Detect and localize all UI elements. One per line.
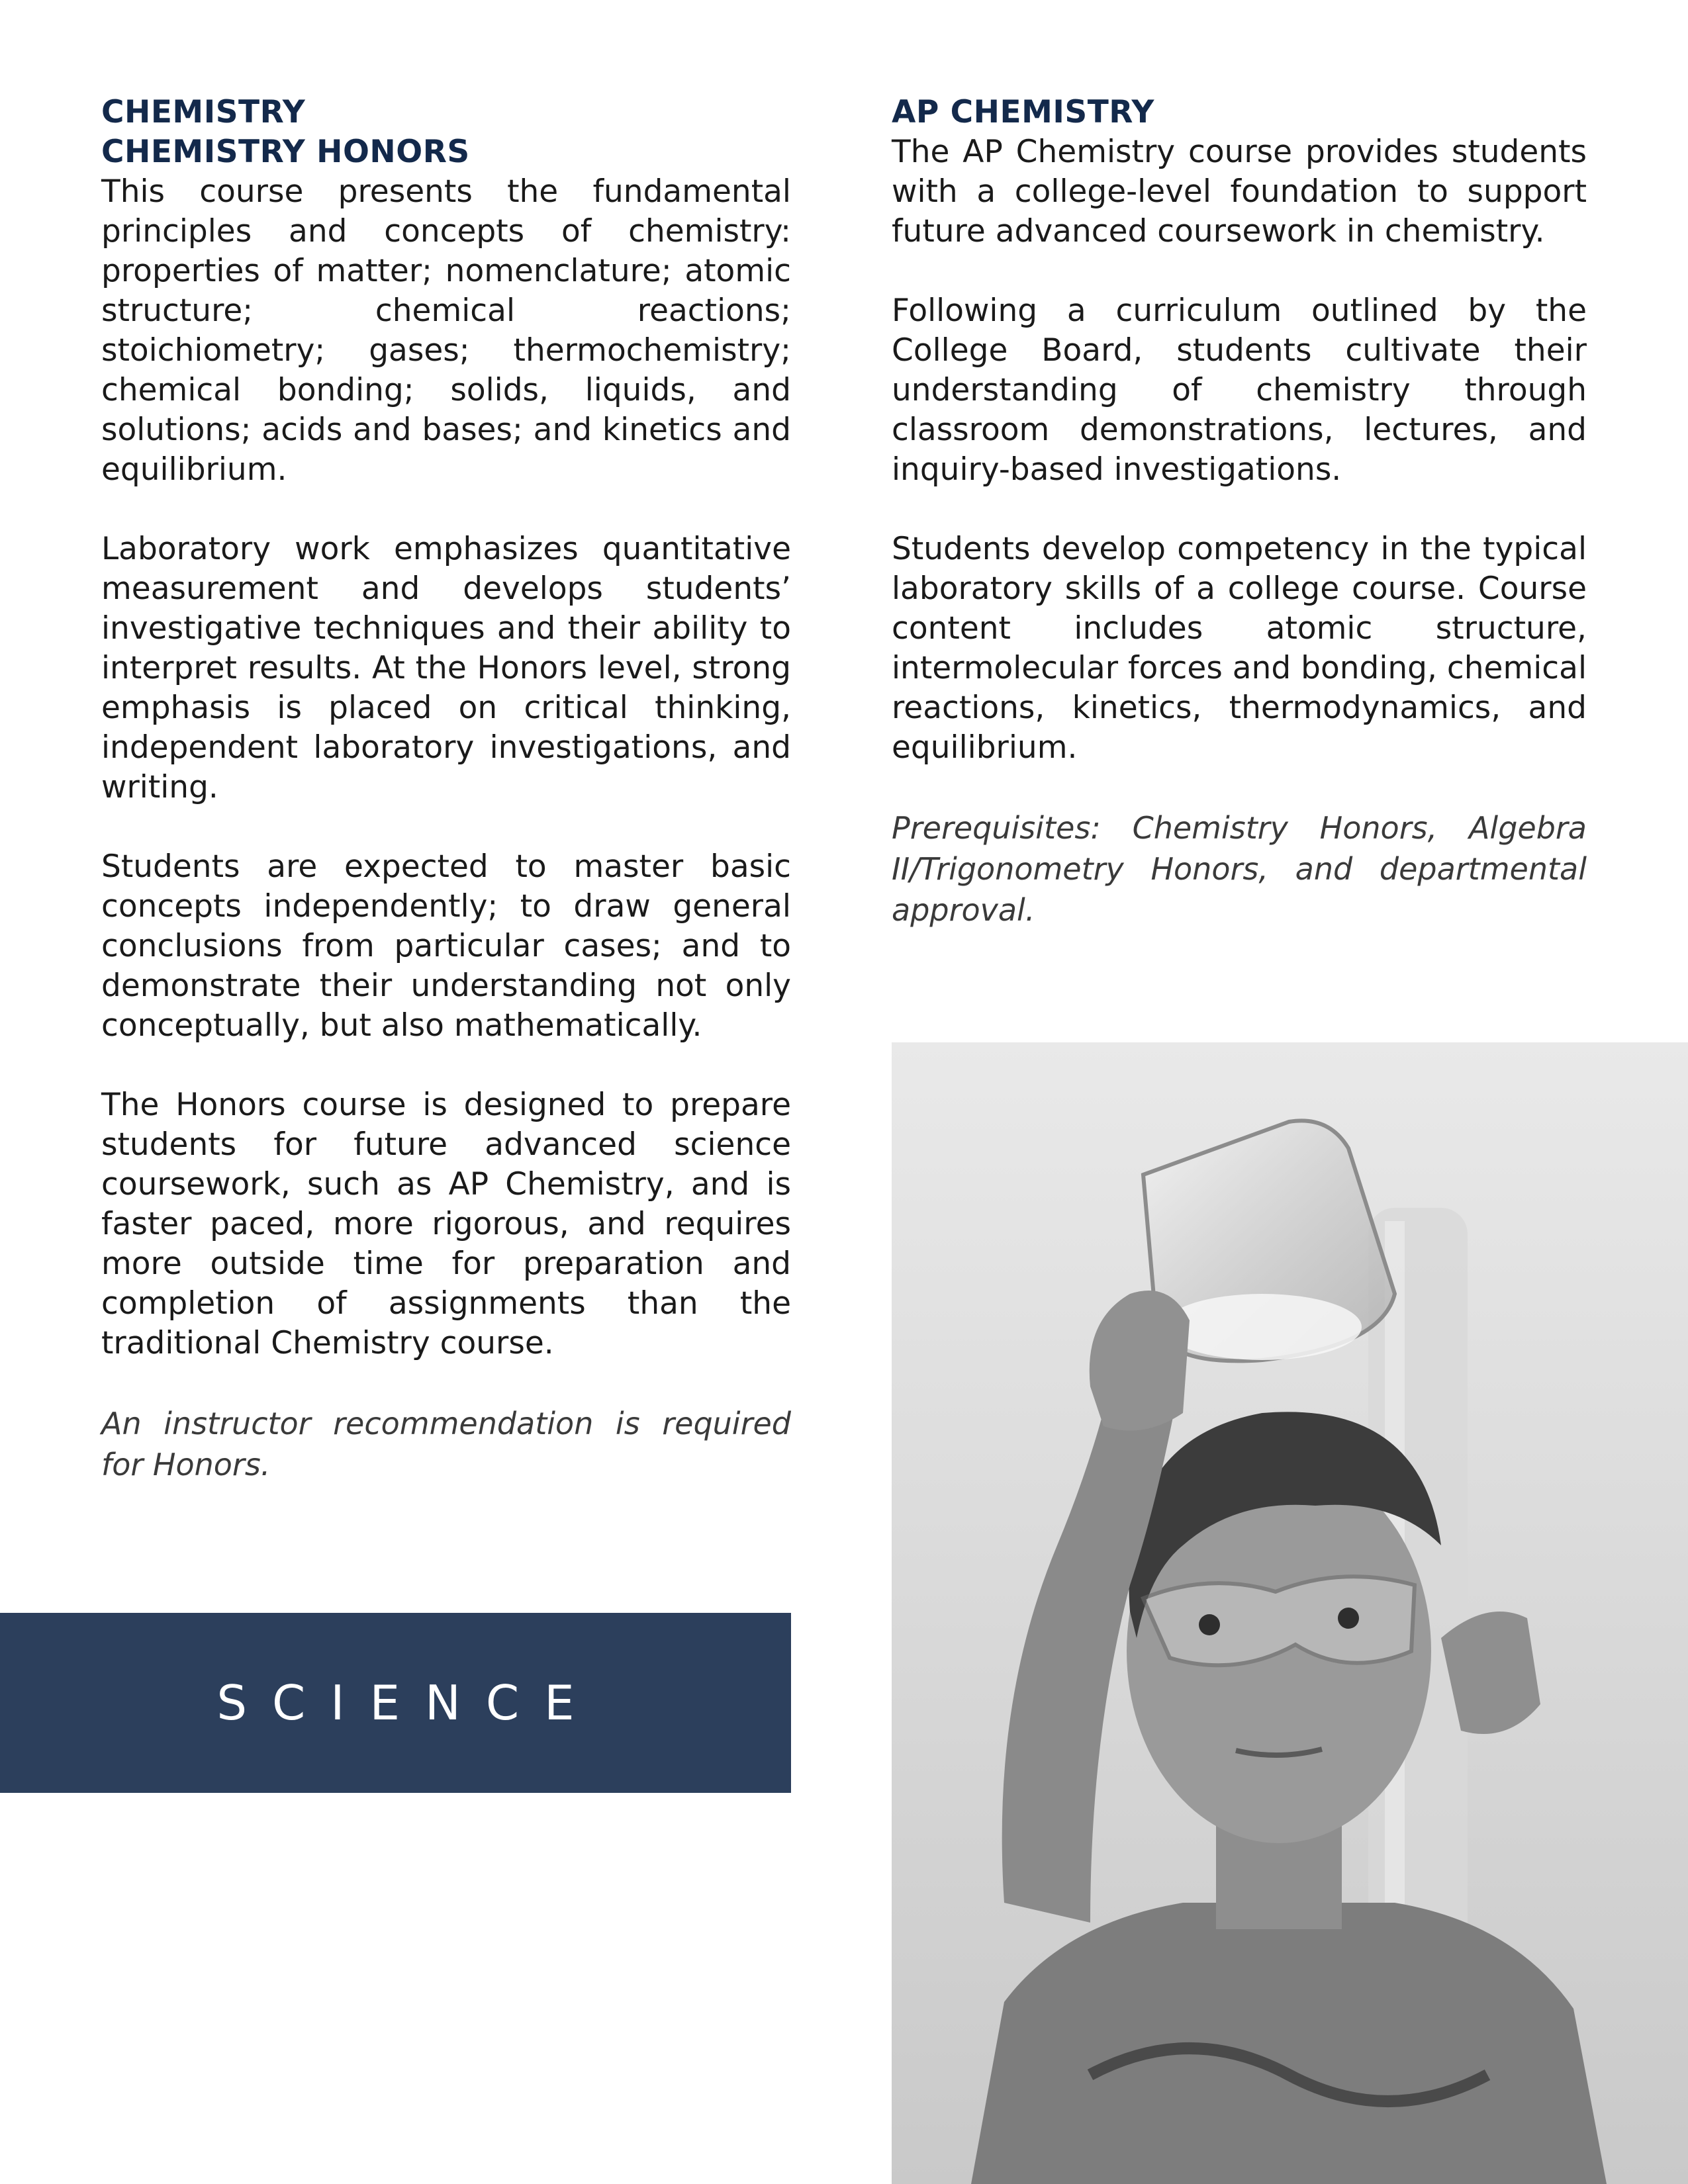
chemistry-heading: CHEMISTRY xyxy=(101,94,306,130)
chemistry-paragraph-4: The Honors course is designed to prepare students for future advanced science coursework, such as AP Chemistry, and is faster paced, more rigorous, and requires more outside time for preparation and completion of assignments than the traditional Chemistry course. xyxy=(101,1087,791,1361)
chemistry-paragraph-2: Laboratory work emphasizes quantitative measurement and develops students’ investigative techniques and their ability to interpret results. At the Honors level, strong emphasis is placed on critical thinking, independent laboratory investigations, and writing. xyxy=(101,531,791,805)
chemistry-paragraph-3: Students are expected to master basic concepts independently; to draw general conclusions from particular cases; and to demonstrate their understanding not only conceptually, but also mathematically. xyxy=(101,848,791,1044)
ap-prerequisites-note: Prerequisites: Chemistry Honors, Algebra II/Trigonometry Honors, and departmental approval. xyxy=(892,810,1587,928)
honors-recommendation-note: An instructor recommendation is required for Honors. xyxy=(101,1406,791,1482)
ap-chemistry-paragraph-1: The AP Chemistry course provides students with a college-level foundation to support future advanced coursework in chemistry. xyxy=(892,134,1587,250)
science-banner-label: SCIENCE xyxy=(216,1675,600,1731)
ap-chemistry-paragraph-3: Students develop competency in the typical laboratory skills of a college course. Course content includes atomic structure, intermolecular forces and bonding, chemical reactions, kinetics, thermodynamics, and equilibrium. xyxy=(892,531,1587,766)
ap-chemistry-paragraph-2: Following a curriculum outlined by the College Board, students cultivate their understanding of chemistry through classroom demonstrations, lectures, and inquiry-based investigations. xyxy=(892,293,1587,488)
chemistry-paragraph-1: This course presents the fundamental principles and concepts of chemistry: properties of matter; nomenclature; atomic structure; chemical reactions; stoichiometry; gases; thermochemistry; chemical bonding; solids, liquids, and solutions; acids and bases; and kinetics and equilibrium. xyxy=(101,173,791,488)
right-column xyxy=(892,93,1587,970)
safety-goggles xyxy=(1143,1576,1415,1665)
student-lab-photo xyxy=(892,1042,1688,2184)
student-lab-photo-illustration xyxy=(892,1042,1688,2184)
ap-chemistry-heading: AP CHEMISTRY xyxy=(892,94,1154,130)
left-column xyxy=(101,93,791,1525)
science-banner xyxy=(0,1613,791,1793)
chemistry-honors-heading: CHEMISTRY HONORS xyxy=(101,134,470,170)
